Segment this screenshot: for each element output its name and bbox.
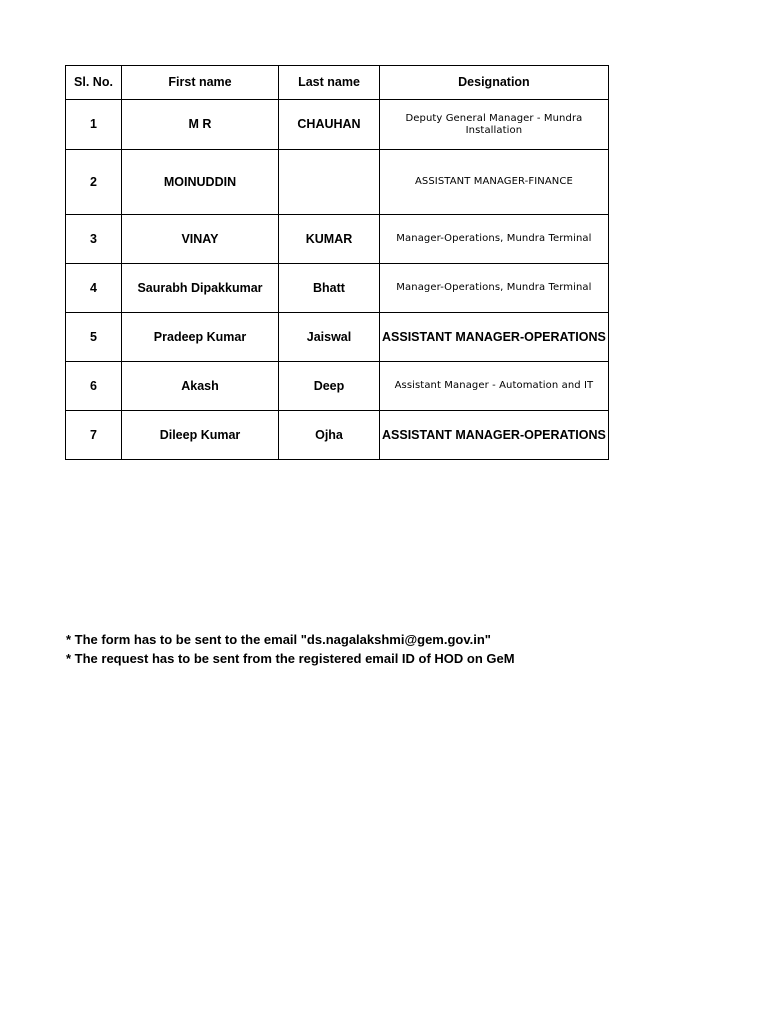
cell-last-name: Jaiswal (279, 313, 380, 362)
cell-first-name: Saurabh Dipakkumar (122, 264, 279, 313)
header-last-name: Last name (279, 66, 380, 100)
cell-sl-no: 2 (66, 150, 122, 215)
cell-designation: Manager-Operations, Mundra Terminal (380, 215, 609, 264)
table-row (66, 150, 609, 215)
cell-first-name: Dileep Kumar (122, 411, 279, 460)
cell-first-name: Akash (122, 362, 279, 411)
table-row (66, 313, 609, 362)
cell-first-name: MOINUDDIN (122, 150, 279, 215)
table-row (66, 100, 609, 150)
cell-designation: ASSISTANT MANAGER-OPERATIONS (380, 411, 609, 460)
cell-last-name: Ojha (279, 411, 380, 460)
cell-sl-no: 4 (66, 264, 122, 313)
note-hod-line: * The request has to be sent from the registered email ID of HOD on GeM (66, 651, 515, 666)
cell-designation: ASSISTANT MANAGER-FINANCE (380, 150, 609, 215)
header-first-name: First name (122, 66, 279, 100)
cell-sl-no: 3 (66, 215, 122, 264)
instructions-notes (66, 630, 515, 668)
table-row (66, 362, 609, 411)
cell-last-name: KUMAR (279, 215, 380, 264)
cell-sl-no: 7 (66, 411, 122, 460)
nominee-table (65, 65, 609, 460)
cell-designation: Manager-Operations, Mundra Terminal (380, 264, 609, 313)
header-designation: Designation (380, 66, 609, 100)
table-header-row (66, 66, 609, 100)
table-row (66, 215, 609, 264)
cell-last-name: Deep (279, 362, 380, 411)
table-row (66, 264, 609, 313)
cell-last-name (279, 150, 380, 215)
cell-sl-no: 5 (66, 313, 122, 362)
cell-sl-no: 1 (66, 100, 122, 150)
cell-designation: Deputy General Manager - Mundra Installation (380, 100, 609, 150)
cell-sl-no: 6 (66, 362, 122, 411)
table-row (66, 411, 609, 460)
cell-first-name: Pradeep Kumar (122, 313, 279, 362)
cell-first-name: VINAY (122, 215, 279, 264)
header-sl-no: Sl. No. (66, 66, 122, 100)
cell-last-name: CHAUHAN (279, 100, 380, 150)
note-email-line: * The form has to be sent to the email "ds.nagalakshmi@gem.gov.in" (66, 632, 491, 647)
cell-designation: ASSISTANT MANAGER-OPERATIONS (380, 313, 609, 362)
cell-first-name: M R (122, 100, 279, 150)
cell-last-name: Bhatt (279, 264, 380, 313)
cell-designation: Assistant Manager - Automation and IT (380, 362, 609, 411)
